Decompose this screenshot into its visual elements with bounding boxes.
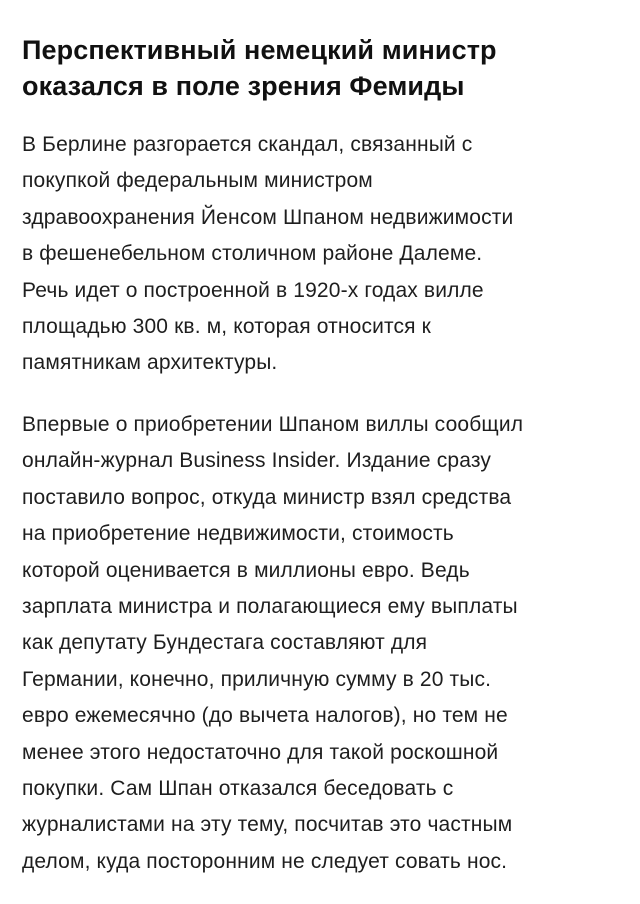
paragraph-line: площадью 300 кв. м, которая относится к (22, 315, 432, 339)
paragraph-line: онлайн-журнал Business Insider. Издание сразу (22, 449, 492, 473)
paragraph-line: зарплата министра и полагающиеся ему выплаты (22, 595, 518, 619)
paragraph-line: покупки. Сам Шпан отказался беседовать с (22, 777, 454, 801)
headline-line: Перспективный немецкий министр (22, 35, 497, 65)
paragraph-line: которой оценивается в миллионы евро. Ведь (22, 558, 470, 582)
paragraph-line: журналистами на эту тему, посчитав это частным (22, 813, 513, 837)
paragraph-line: Германии, конечно, приличную сумму в 20 тыс. (22, 667, 492, 691)
paragraph-line: на приобретение недвижимости, стоимость (22, 522, 454, 546)
paragraph-line: поставило вопрос, откуда министр взял средства (22, 485, 512, 509)
paragraph-line: делом, куда посторонним не следует совать нос. (22, 849, 508, 873)
paragraph-line: менее этого недостаточно для такой роскошной (22, 740, 499, 764)
paragraph-line: Речь идет о построенной в 1920-х годах вилле (22, 278, 484, 302)
paragraph-line: в фешенебельном столичном районе Далеме. (22, 242, 483, 266)
article-paragraph-1 (22, 127, 627, 382)
paragraph-line: как депутату Бундестага составляют для (22, 631, 428, 655)
paragraph-line: евро ежемесячно (до вычета налогов), но тем не (22, 704, 508, 728)
paragraph-line: покупкой федеральным министром (22, 169, 373, 193)
paragraph-line: памятникам архитектуры. (22, 351, 278, 375)
headline-line: оказался в поле зрения Фемиды (22, 71, 465, 101)
paragraph-line: здравоохранения Йенсом Шпаном недвижимости (22, 205, 514, 229)
paragraph-line: В Берлине разгорается скандал, связанный с (22, 133, 473, 156)
article-headline (22, 32, 622, 104)
paragraph-line: Впервые о приобретении Шпаном виллы сообщил (22, 413, 524, 436)
article-paragraph-2 (22, 407, 627, 880)
